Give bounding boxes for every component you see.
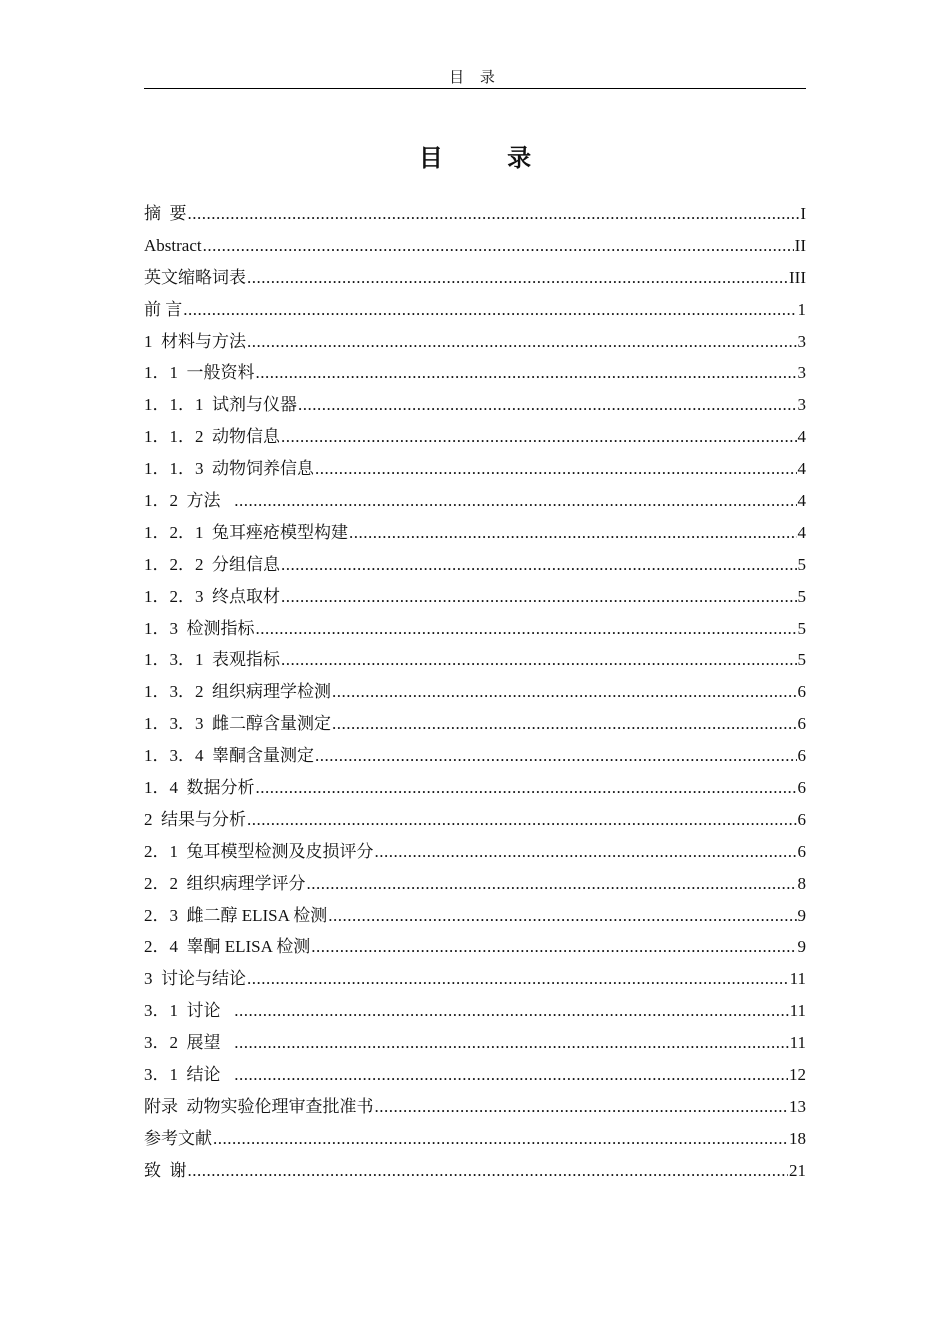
toc-entry[interactable] <box>144 995 806 1027</box>
toc-entry-page: III <box>789 267 806 287</box>
toc-entry-page: 9 <box>797 905 806 925</box>
toc-entry[interactable] <box>144 517 806 549</box>
toc-entry-label: 1．3．2 组织病理学检测 <box>144 682 331 702</box>
toc-entry-page: 1 <box>797 299 806 319</box>
toc-entry-label: 3．1 讨论 <box>144 1001 234 1021</box>
toc-entry-page: 4 <box>797 427 806 447</box>
toc-entry[interactable] <box>144 230 806 262</box>
toc-entry-label: 前 言 <box>144 299 183 319</box>
toc-dot-leader <box>349 517 797 549</box>
table-of-contents <box>144 198 806 1187</box>
toc-dot-leader <box>183 294 796 326</box>
toc-entry[interactable] <box>144 549 806 581</box>
toc-entry-page: 4 <box>797 522 806 542</box>
toc-dot-leader <box>315 740 797 772</box>
toc-entry[interactable] <box>144 326 806 358</box>
toc-entry[interactable] <box>144 931 806 963</box>
toc-entry-label: 1．2．1 兔耳痤疮模型构建 <box>144 522 348 542</box>
toc-entry-label: 3．1 结论 <box>144 1065 234 1085</box>
toc-dot-leader <box>247 262 788 294</box>
toc-entry-page: 5 <box>797 618 806 638</box>
toc-dot-leader <box>332 708 797 740</box>
toc-entry[interactable] <box>144 1155 806 1187</box>
toc-dot-leader <box>247 326 797 358</box>
toc-dot-leader <box>298 389 797 421</box>
toc-entry[interactable] <box>144 421 806 453</box>
page-title: 目 录 <box>418 144 560 172</box>
toc-dot-leader <box>281 421 797 453</box>
toc-dot-leader <box>375 1091 789 1123</box>
toc-dot-leader <box>234 485 796 517</box>
running-header: 目 录 <box>449 70 501 86</box>
toc-entry[interactable] <box>144 804 806 836</box>
toc-dot-leader <box>203 230 794 262</box>
toc-entry-label: 2．2 组织病理学评分 <box>144 873 306 893</box>
toc-entry-label: 附录 动物实验伦理审查批准书 <box>144 1096 374 1116</box>
toc-entry-page: 9 <box>797 937 806 957</box>
toc-entry-page: 11 <box>789 969 806 989</box>
toc-entry-page: 6 <box>797 778 806 798</box>
toc-entry[interactable] <box>144 1123 806 1155</box>
toc-entry-page: 6 <box>797 809 806 829</box>
toc-entry[interactable] <box>144 613 806 645</box>
toc-entry-page: 5 <box>797 554 806 574</box>
toc-entry-page: 8 <box>797 873 806 893</box>
toc-entry[interactable] <box>144 581 806 613</box>
toc-entry[interactable] <box>144 963 806 995</box>
toc-entry-page: 6 <box>797 682 806 702</box>
toc-entry[interactable] <box>144 485 806 517</box>
toc-entry-page: 18 <box>789 1128 806 1148</box>
toc-entry-page: 13 <box>789 1096 806 1116</box>
toc-dot-leader <box>328 900 796 932</box>
toc-entry-label: 致 谢 <box>144 1160 187 1180</box>
toc-entry-page: 4 <box>797 459 806 479</box>
toc-entry-label: 3．2 展望 <box>144 1033 234 1053</box>
toc-entry-label: 1．1．3 动物饲养信息 <box>144 459 314 479</box>
toc-dot-leader <box>315 453 797 485</box>
toc-entry[interactable] <box>144 644 806 676</box>
toc-entry[interactable] <box>144 740 806 772</box>
toc-entry[interactable] <box>144 708 806 740</box>
toc-entry[interactable] <box>144 389 806 421</box>
toc-entry-label: 1．3．1 表观指标 <box>144 650 280 670</box>
toc-entry[interactable] <box>144 868 806 900</box>
toc-entry-label: 1．4 数据分析 <box>144 778 255 798</box>
toc-entry[interactable] <box>144 1027 806 1059</box>
toc-entry-label: 2．1 兔耳模型检测及皮损评分 <box>144 841 374 861</box>
toc-entry-label: 2 结果与分析 <box>144 809 246 829</box>
toc-entry-label: 英文缩略词表 <box>144 267 246 287</box>
toc-entry-page: II <box>794 235 806 255</box>
toc-entry-label: 1．3．4 睾酮含量测定 <box>144 746 314 766</box>
toc-dot-leader <box>256 613 797 645</box>
toc-entry-page: 21 <box>789 1160 806 1180</box>
toc-entry-page: 3 <box>797 395 806 415</box>
toc-dot-leader <box>256 772 797 804</box>
toc-entry-page: I <box>800 203 806 223</box>
toc-dot-leader <box>281 549 797 581</box>
toc-entry-page: 11 <box>789 1033 806 1053</box>
toc-entry-page: 5 <box>797 650 806 670</box>
toc-entry-label: 1．2 方法 <box>144 491 234 510</box>
toc-entry-page: 6 <box>797 841 806 861</box>
toc-entry-page: 3 <box>797 331 806 351</box>
toc-dot-leader <box>281 644 797 676</box>
toc-entry-page: 5 <box>797 586 806 606</box>
toc-entry[interactable] <box>144 836 806 868</box>
toc-dot-leader <box>188 198 800 230</box>
toc-dot-leader <box>281 581 797 613</box>
toc-entry-page: 6 <box>797 714 806 734</box>
toc-entry[interactable] <box>144 357 806 389</box>
toc-dot-leader <box>375 836 797 868</box>
toc-dot-leader <box>188 1155 789 1187</box>
header-rule <box>144 88 806 89</box>
toc-dot-leader <box>234 1027 788 1059</box>
toc-entry[interactable] <box>144 900 806 932</box>
toc-entry-label: 摘 要 <box>144 203 187 223</box>
toc-entry-label: Abstract <box>144 235 202 255</box>
toc-entry-page: 4 <box>797 491 806 510</box>
toc-entry-label: 2．3 雌二醇 ELISA 检测 <box>144 905 328 925</box>
toc-dot-leader <box>234 995 788 1027</box>
toc-dot-leader <box>247 963 789 995</box>
toc-dot-leader <box>213 1123 788 1155</box>
toc-entry-label: 1 材料与方法 <box>144 331 246 351</box>
toc-entry-label: 参考文献 <box>144 1128 212 1148</box>
toc-entry[interactable] <box>144 453 806 485</box>
toc-entry-label: 2．4 睾酮 ELISA 检测 <box>144 937 311 957</box>
toc-entry-page: 3 <box>797 363 806 383</box>
toc-dot-leader <box>234 1059 788 1091</box>
toc-entry[interactable] <box>144 294 806 326</box>
toc-entry[interactable] <box>144 262 806 294</box>
toc-entry-label: 1．3．3 雌二醇含量测定 <box>144 714 331 734</box>
toc-entry-label: 1．1 一般资料 <box>144 363 255 383</box>
toc-entry-label: 3 讨论与结论 <box>144 969 246 989</box>
toc-dot-leader <box>332 676 797 708</box>
toc-entry[interactable] <box>144 772 806 804</box>
toc-dot-leader <box>311 931 796 963</box>
toc-dot-leader <box>247 804 797 836</box>
toc-dot-leader <box>256 357 797 389</box>
toc-entry-page: 12 <box>789 1065 806 1085</box>
toc-entry-label: 1．2．2 分组信息 <box>144 554 280 574</box>
toc-entry-label: 1．2．3 终点取材 <box>144 586 280 606</box>
toc-entry[interactable] <box>144 1091 806 1123</box>
toc-entry-label: 1．1．2 动物信息 <box>144 427 280 447</box>
toc-entry-label: 1．3 检测指标 <box>144 618 255 638</box>
toc-dot-leader <box>307 868 797 900</box>
toc-entry-page: 6 <box>797 746 806 766</box>
toc-entry[interactable] <box>144 1059 806 1091</box>
toc-entry[interactable] <box>144 676 806 708</box>
toc-entry-label: 1．1．1 试剂与仪器 <box>144 395 297 415</box>
toc-entry-page: 11 <box>789 1001 806 1021</box>
toc-entry[interactable] <box>144 198 806 230</box>
